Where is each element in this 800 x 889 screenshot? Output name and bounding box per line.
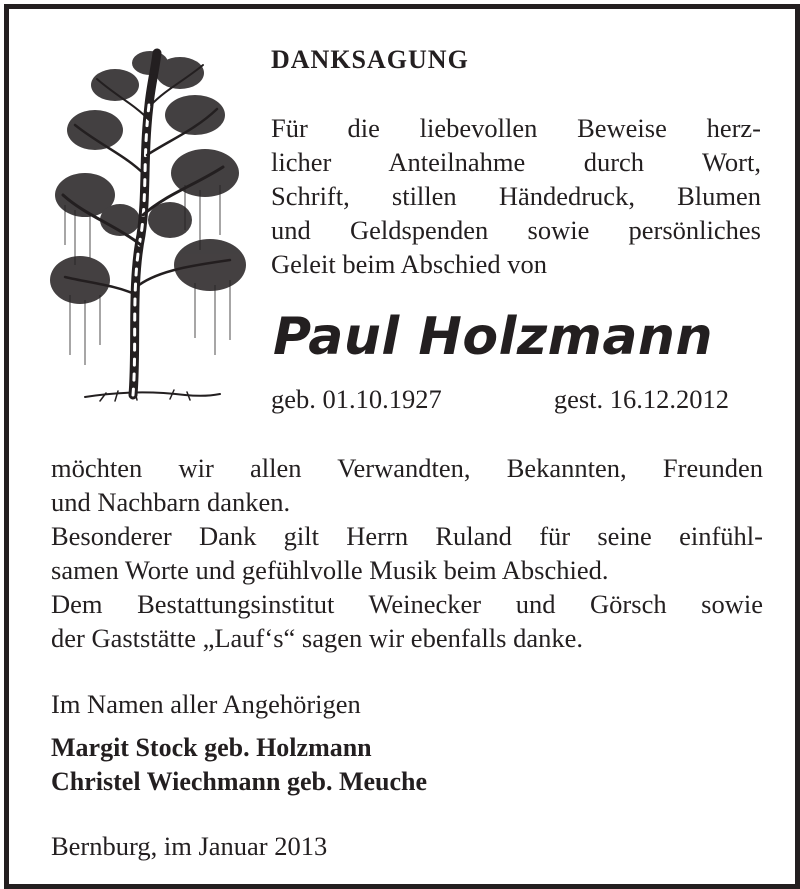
thanks-paragraph <box>51 451 763 655</box>
body-line: und Nachbarn danken. <box>51 487 291 517</box>
intro-line: licher Anteilnahme durch Wort, <box>271 147 761 177</box>
intro-line: und Geldspenden sowie persönliches <box>271 215 761 245</box>
death-date: gest. 16.12.2012 <box>553 384 729 414</box>
place-date: Bernburg, im Januar 2013 <box>51 831 328 861</box>
birch-tree-icon <box>45 45 255 415</box>
intro-line: Für die liebevollen Beweise herz- <box>271 113 761 143</box>
intro-line: Geleit beim Abschied von <box>271 249 547 279</box>
obituary-card <box>4 4 800 889</box>
deceased-name: Paul Holzmann <box>273 307 713 367</box>
closing-line: Im Namen aller Angehörigen <box>51 689 361 719</box>
signer-name: Christel Wiechmann geb. Meuche <box>51 767 428 796</box>
body-line: Dem Bestattungsinstitut Weinecker und Görsch sowie <box>51 589 763 619</box>
body-line: der Gaststätte „Lauf‘s“ sagen wir ebenfalls danke. <box>51 623 583 653</box>
signers <box>51 731 427 799</box>
signer-name: Margit Stock geb. Holzmann <box>51 733 372 762</box>
intro-paragraph <box>271 111 761 281</box>
intro-line: Schrift, stillen Händedruck, Blumen <box>271 181 761 211</box>
life-dates <box>271 384 729 415</box>
body-line: Besonderer Dank gilt Herrn Ruland für seine einfühl- <box>51 521 763 551</box>
body-line: möchten wir allen Verwandten, Bekannten, Freunden <box>51 453 763 483</box>
body-line: samen Worte und gefühlvolle Musik beim Abschied. <box>51 555 609 585</box>
birth-date: geb. 01.10.1927 <box>271 384 442 414</box>
notice-heading: DANKSAGUNG <box>271 45 469 74</box>
